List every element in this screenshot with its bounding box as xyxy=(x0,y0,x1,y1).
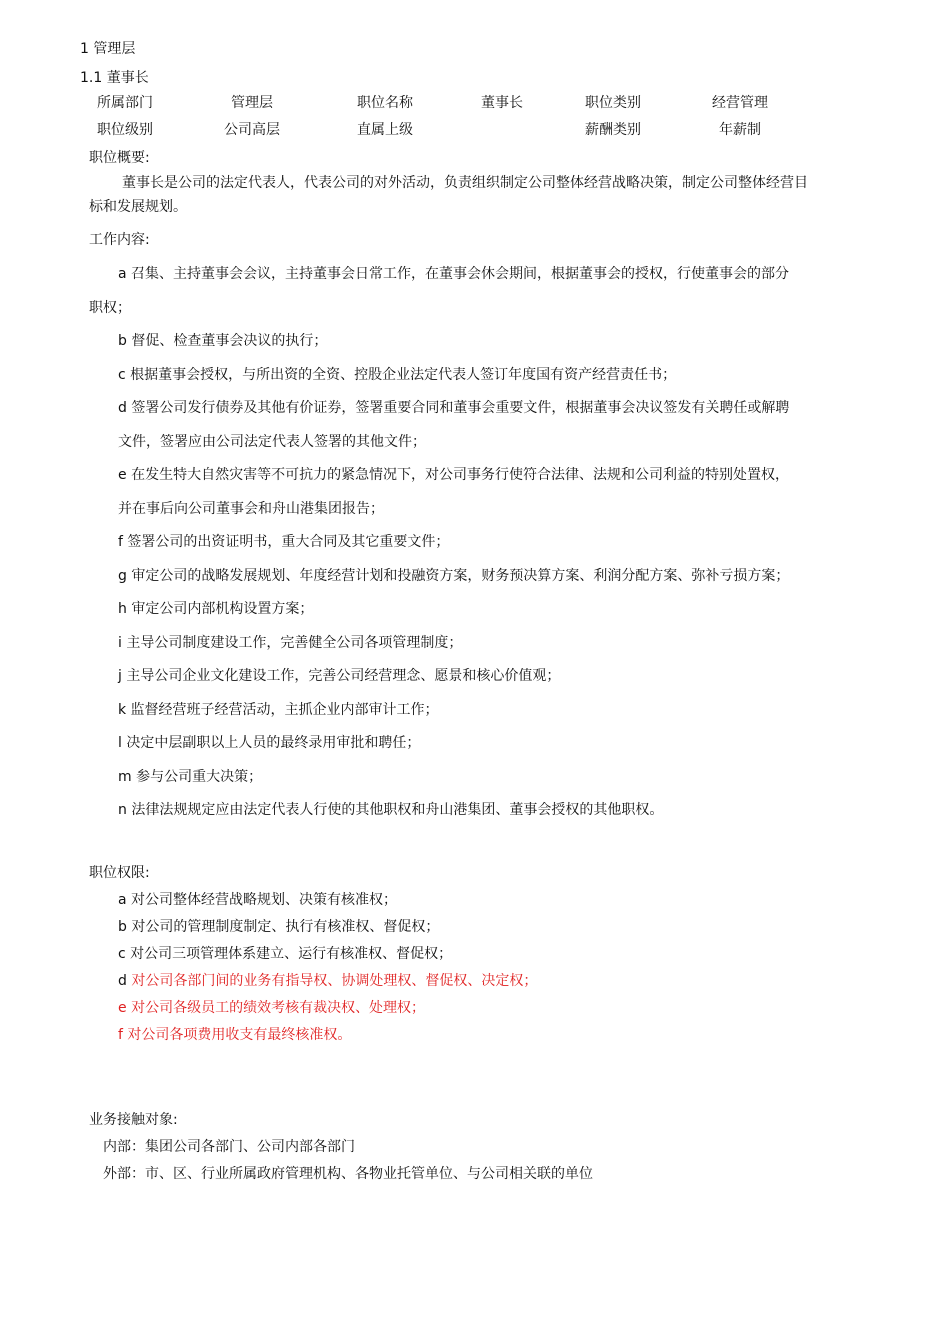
contacts-external: 外部：市、区、行业所属政府管理机构、各物业托管单位、与公司相关联的单位 xyxy=(103,1166,593,1182)
duty-line: l 决定中层副职以上人员的最终录用审批和聘任； xyxy=(118,735,421,751)
authority-item: f 对公司各项费用收支有最终核准权。 xyxy=(118,1027,352,1043)
authority-item: a 对公司整体经营战略规划、决策有核准权； xyxy=(118,892,398,908)
authority-item-prefix: d xyxy=(118,973,132,989)
info-cell: 公司高层 xyxy=(224,122,280,138)
duty-line: e 在发生特大自然灾害等不可抗力的紧急情况下，对公司事务行使符合法律、法规和公司利益的特别处置权， xyxy=(118,467,790,483)
duty-line: 并在事后向公司董事会和舟山港集团报告； xyxy=(118,501,384,517)
overview-title: 职位概要: xyxy=(89,150,150,166)
info-cell: 年薪制 xyxy=(719,122,761,138)
info-cell: 所属部门 xyxy=(97,95,153,111)
contacts-internal: 内部：集团公司各部门、公司内部各部门 xyxy=(103,1139,355,1155)
authority-item: c 对公司三项管理体系建立、运行有核准权、督促权； xyxy=(118,946,453,962)
duty-line: b 督促、检查董事会决议的执行； xyxy=(118,333,328,349)
duty-line: i 主导公司制度建设工作，完善健全公司各项管理制度； xyxy=(118,635,463,651)
duties-title: 工作内容: xyxy=(89,232,150,248)
heading-level2: 1.1 董事长 xyxy=(80,70,149,86)
info-cell: 直属上级 xyxy=(357,122,413,138)
duty-line: g 审定公司的战略发展规划、年度经营计划和投融资方案，财务预决算方案、利润分配方案、弥补亏损方案； xyxy=(118,568,790,584)
duty-line: a 召集、主持董事会会议，主持董事会日常工作，在董事会休会期间，根据董事会的授权，行使董事会的部分 xyxy=(118,266,790,282)
duty-line: d 签署公司发行债券及其他有价证券，签署重要合同和董事会重要文件，根据董事会决议签发有关聘任或解聘 xyxy=(118,400,790,416)
duty-line: j 主导公司企业文化建设工作，完善公司经营理念、愿景和核心价值观； xyxy=(118,668,561,684)
duty-line: 职权； xyxy=(89,300,131,316)
info-cell: 职位名称 xyxy=(357,95,413,111)
duty-line: m 参与公司重大决策； xyxy=(118,769,263,785)
contacts-title: 业务接触对象: xyxy=(89,1112,178,1128)
authority-title: 职位权限: xyxy=(89,865,150,881)
overview-text: 董事长是公司的法定代表人，代表公司的对外活动，负责组织制定公司整体经营战略决策，制定公司整体经营目标和发展规划。 xyxy=(89,175,808,215)
duty-line: n 法律法规规定应由法定代表人行使的其他职权和舟山港集团、董事会授权的其他职权。 xyxy=(118,802,664,818)
authority-item: e 对公司各级员工的绩效考核有裁决权、处理权； xyxy=(118,1000,426,1016)
info-cell: 职位类别 xyxy=(585,95,641,111)
duty-line: c 根据董事会授权，与所出资的全资、控股企业法定代表人签订年度国有资产经营责任书； xyxy=(118,367,677,383)
heading-level1: 1 管理层 xyxy=(80,41,136,57)
info-cell: 职位级别 xyxy=(97,122,153,138)
info-cell: 管理层 xyxy=(231,95,273,111)
duty-line: f 签署公司的出资证明书，重大合同及其它重要文件； xyxy=(118,534,450,550)
info-cell: 薪酬类别 xyxy=(585,122,641,138)
duty-line: k 监督经营班子经营活动，主抓企业内部审计工作； xyxy=(118,702,439,718)
duty-line: h 审定公司内部机构设置方案； xyxy=(118,601,314,617)
authority-item: b 对公司的管理制度制定、执行有核准权、督促权； xyxy=(118,919,440,935)
authority-item xyxy=(118,970,537,990)
info-cell: 董事长 xyxy=(481,95,523,111)
authority-item-highlight: 对公司各部门间的业务有指导权、协调处理权、督促权、决定权； xyxy=(131,973,538,989)
duty-line: 文件，签署应由公司法定代表人签署的其他文件； xyxy=(118,434,426,450)
info-cell: 经营管理 xyxy=(712,95,768,111)
